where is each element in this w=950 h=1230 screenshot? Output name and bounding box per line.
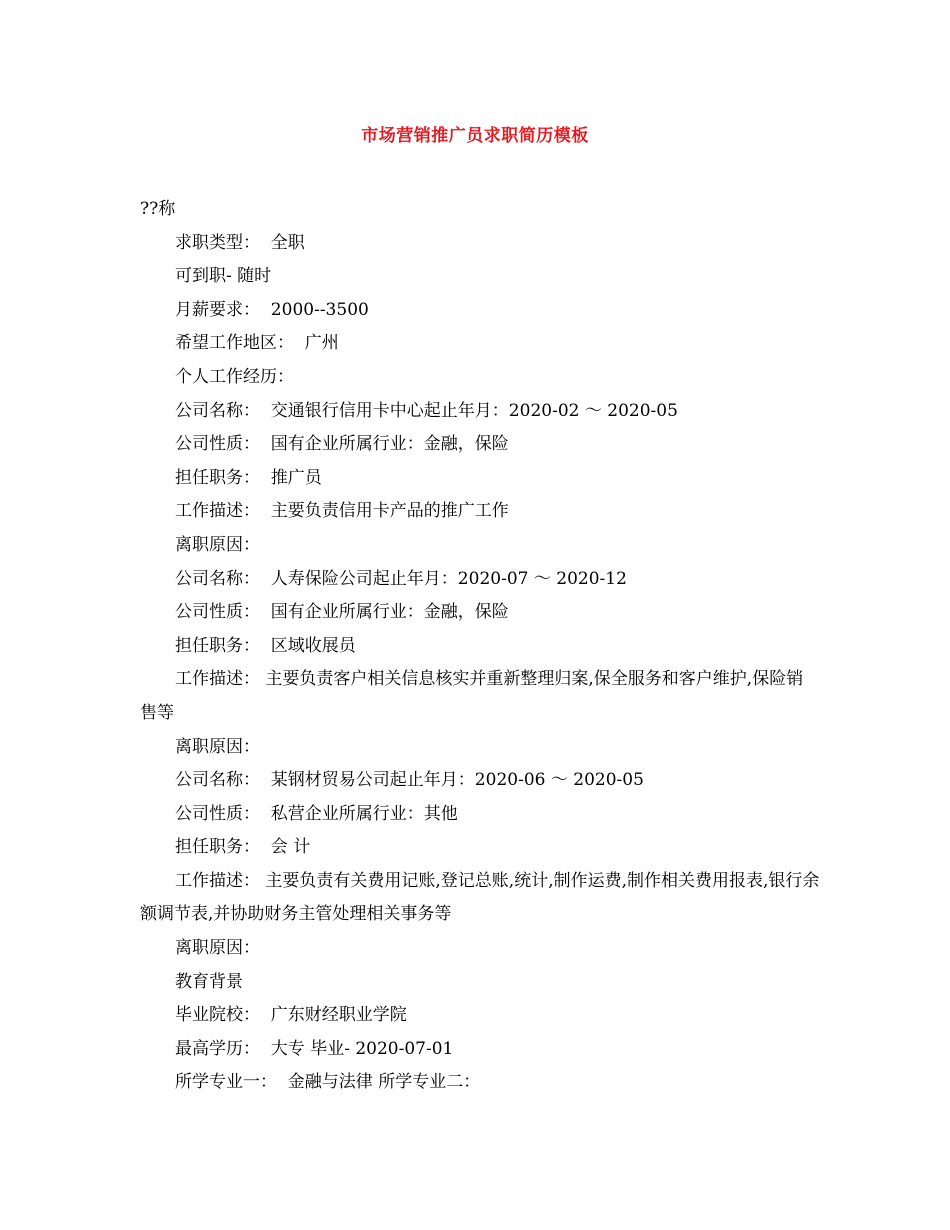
text-line-company-nature-2: 公司性质： 国有企业所属行业：金融，保险 [175,602,509,623]
text-line-majors: 所学专业一： 金融与法律 所学专业二： [175,1072,481,1093]
text-line-leave-reason-2: 离职原因： [175,736,260,757]
text-line-position-1: 担任职务： 推广员 [175,467,322,488]
text-line-position-3: 担任职务： 会 计 [175,837,311,858]
text-line-company-nature-1: 公司性质： 国有企业所属行业：金融，保险 [175,434,509,455]
text-line-degree: 最高学历： 大专 毕业- 2020-07-01 [175,1038,454,1059]
section-heading-education: 教育背景 [175,971,243,992]
text-line-description-2: 工作描述： 主要负责客户相关信息核实并重新整理归案,保全服务和客户维护,保险销售等 [140,669,804,723]
text-line-description-1: 工作描述： 主要负责信用卡产品的推广工作 [175,501,509,522]
text-line-salary: 月薪要求： 2000--3500 [175,299,369,320]
document-body [140,193,820,1100]
text-line-company-1: 公司名称： 交通银行信用卡中心起止年月：2020-02 ～ 2020-05 [175,400,678,421]
text-line-availability: 可到职- 随时 [175,266,272,287]
text-line-company-2: 公司名称： 人寿保险公司起止年月：2020-07 ～ 2020-12 [175,568,627,589]
text-line-leave-reason-1: 离职原因： [175,534,260,555]
text-line-job-type: 求职类型： 全职 [175,232,305,253]
text-line-leave-reason-3: 离职原因： [175,938,260,959]
document-title: 市场营销推广员求职简历模板 [361,126,589,146]
text-line-description-3: 工作描述： 主要负责有关费用记账,登记总账,统计,制作运费,制作相关费用报表,银行余额调节表,并协助财务主管处理相关事务等 [140,870,820,925]
text-line-company-3: 公司名称： 某钢材贸易公司起止年月：2020-06 ～ 2020-05 [175,770,644,791]
text-line-school: 毕业院校： 广东财经职业学院 [175,1005,407,1026]
text-line-work-location: 希望工作地区： 广州 [175,333,339,354]
section-heading-work-experience: 个人工作经历： [175,366,294,387]
text-line-name: ??称 [140,199,176,219]
text-line-company-nature-3: 公司性质： 私营企业所属行业：其他 [175,803,458,824]
text-line-position-2: 担任职务： 区域收展员 [175,635,356,656]
